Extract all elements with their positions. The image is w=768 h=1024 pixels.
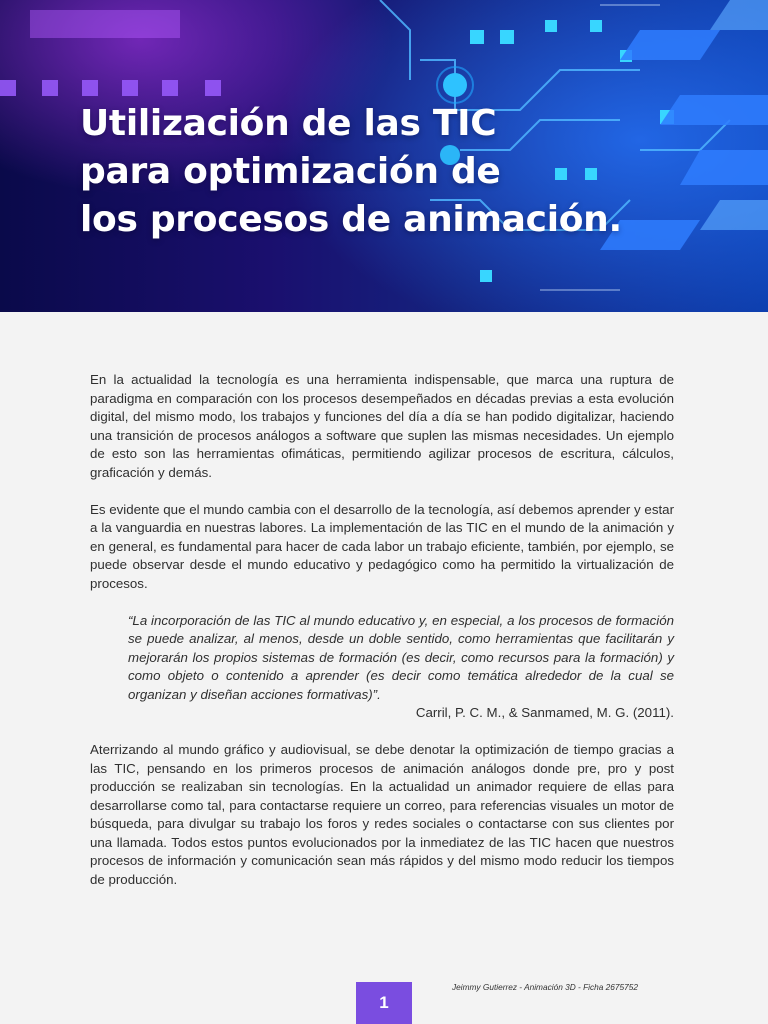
page-title: [80, 100, 622, 244]
title-line-2: para optimización de: [80, 151, 501, 192]
paragraph-tic-evolution: Es evidente que el mundo cambia con el desarrollo de la tecnología, así debemos aprender y estar a la vanguardia en nuestras labores. La implementación de las TIC en el mundo de la animación y en general, es fundamental para hacer de cada labor un trabajo eficiente, también, por ejemplo, se puede observar desde el mundo educativo y pedagógico como ha permitido la virtualización de procesos.: [90, 501, 674, 591]
title-line-1: Utilización de las TIC: [80, 103, 497, 144]
footer-author: Jeimmy Gutierrez - Animación 3D - Ficha 2675752: [452, 982, 638, 992]
paragraph-closing: Aterrizando al mundo gráfico y audiovisual, se debe denotar la optimización de tiempo gracias a las TIC, pensando en los primeros procesos de animación análogos donde pre, pro y post producción se realizaban sin tecnologías. En la actualidad un animador requiere de ellas para desarrollarse como tal, para contactarse requiere un correo, para referencias visuales un motor de búsqueda, para divulgar su trabajo los foros y redes sociales o contactarse con sus clientes por una llamada. Todos estos puntos evolucionados por la inmediatez de las TIC hacen que nuestros procesos de información y comunicación sean más rápidos y del mismo modo reducir los tiempos de producción.: [90, 742, 674, 887]
paragraph-intro: En la actualidad la tecnología es una herramienta indispensable, que marca una ruptura de paradigma en comparación con los procesos desempeñados en décadas previas a esta evolución digital, del mismo modo, los trabajos y funciones del día a día se han podido digitalizar, haciendo una transición de procesos análogos a software que suplen las mismas necesidades. Un ejemplo de esto son las herramientas ofimáticas, permitiendo agilizar procesos de escritura, cálculos, graficación y demás.: [90, 372, 674, 480]
quote-citation: Carril, P. C. M., & Sanmamed, M. G. (2011).: [415, 705, 674, 720]
page-number-badge: 1: [356, 982, 412, 1024]
header-banner: [0, 0, 768, 312]
quote-text: “La incorporación de las TIC al mundo educativo y, en especial, a los procesos de formación se puede analizar, al menos, desde un doble sentido, como herramientas que facilitarán y mejorarán los propios sistemas de formación (es decir, como recursos para la formación) y como objeto o contenido a aprender (es decir como temática alrededor de la cual se organizan y diseñan acciones formativas)”.: [128, 612, 674, 702]
article-body: [90, 371, 674, 908]
title-line-3: los procesos de animación.: [80, 199, 622, 240]
blockquote: [90, 612, 674, 723]
